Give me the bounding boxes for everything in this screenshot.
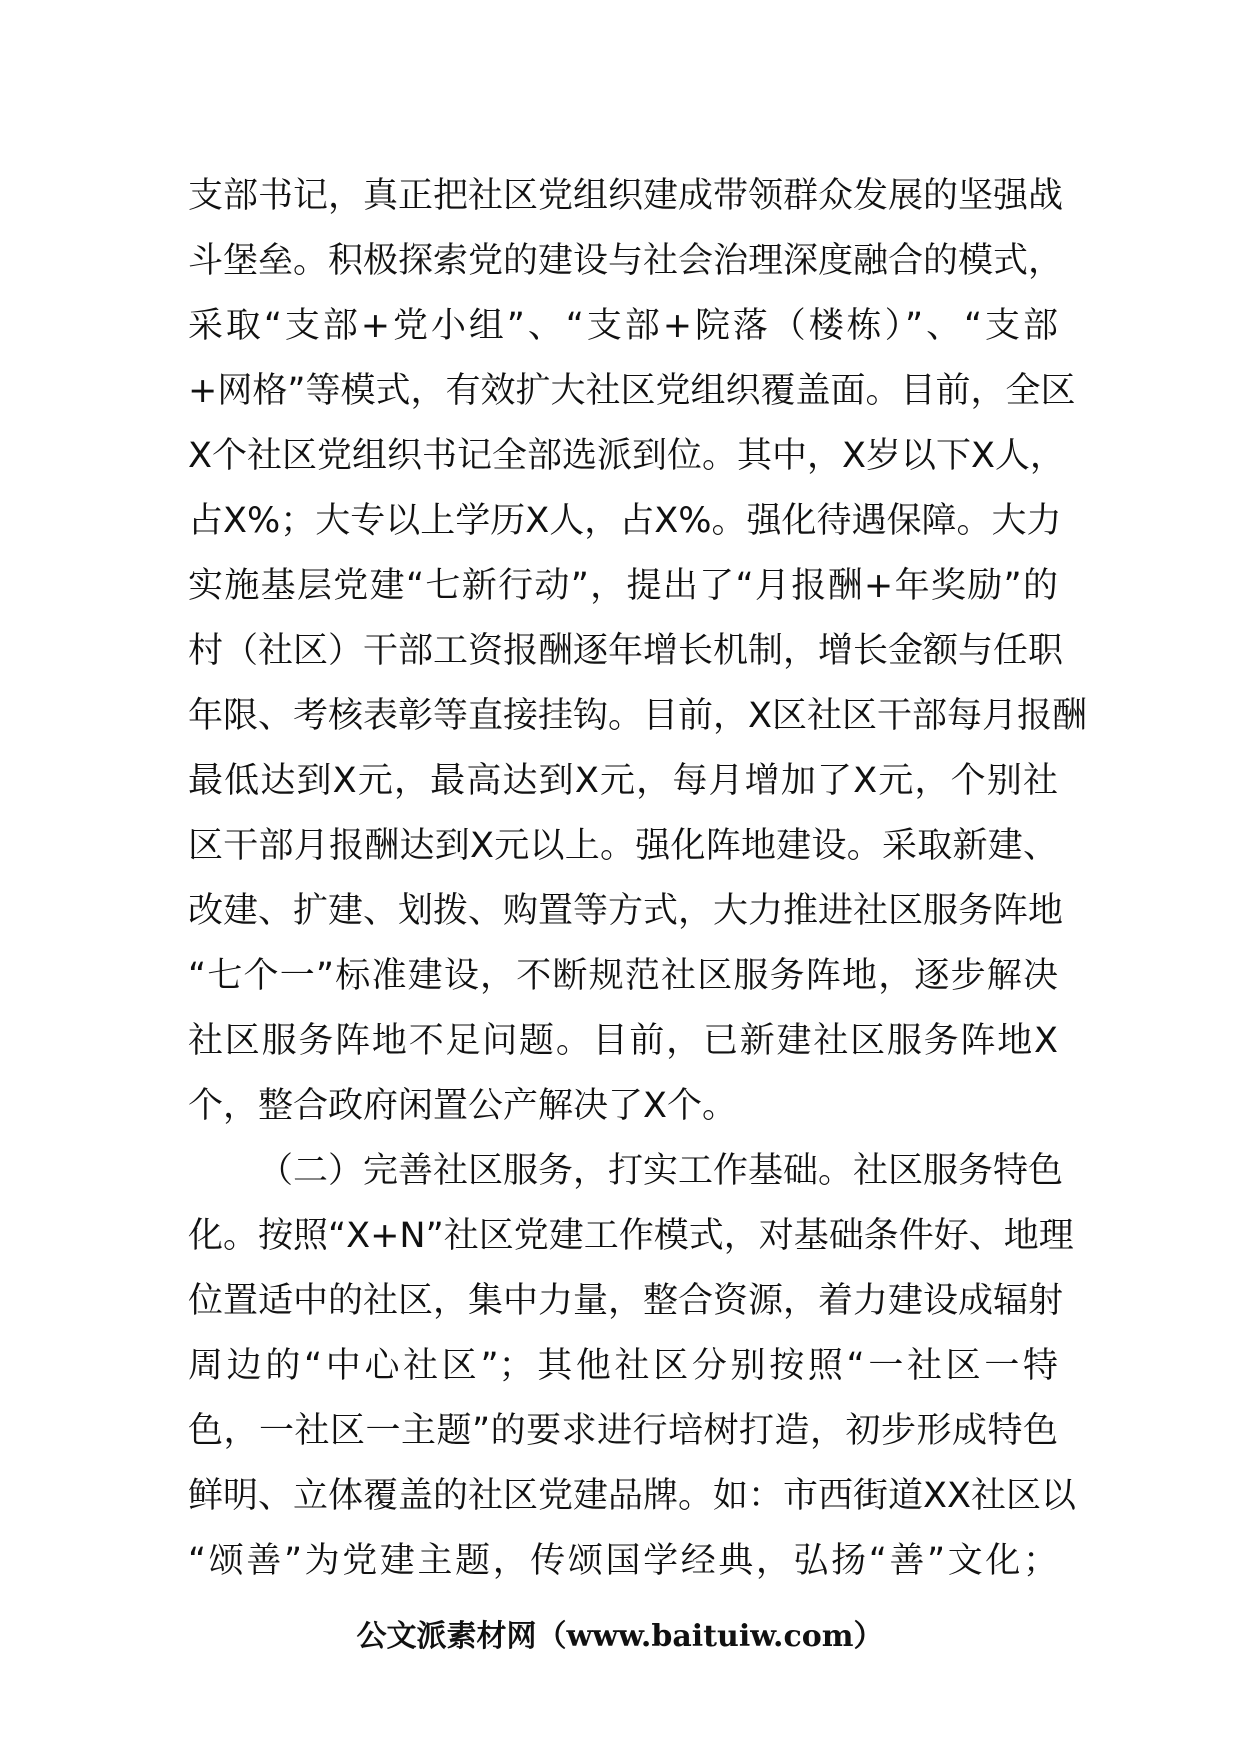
text-line: 年限、考核表彰等直接挂钩。目前，X区社区干部每月报酬	[188, 696, 1087, 736]
section-heading-line: （二）完善社区服务，打实工作基础。社区服务特色	[258, 1151, 1064, 1191]
text-line: 位置适中的社区，集中力量，整合资源，着力建设成辐射	[188, 1281, 1064, 1321]
text-line: 化。按照“X+N”社区党建工作模式，对基础条件好、地理	[188, 1216, 1074, 1256]
text-line: 鲜明、立体覆盖的社区党建品牌。如：市西街道XX社区以	[188, 1476, 1076, 1516]
text-line: 采取“支部+党小组”、“支部+院落（楼栋）”、“支部	[188, 306, 1058, 346]
text-line: 村（社区）干部工资报酬逐年增长机制，增长金额与任职	[188, 631, 1064, 671]
footer-watermark: 公文派素材网（www.baituiw.com）	[356, 1619, 884, 1654]
text-line: 区干部月报酬达到X元以上。强化阵地建设。采取新建、	[188, 826, 1058, 866]
text-line: “七个一”标准建设，不断规范社区服务阵地，逐步解决	[188, 956, 1058, 996]
text-line: X个社区党组织书记全部选派到位。其中，X岁以下X人，	[188, 436, 1065, 476]
text-line: 实施基层党建“七新行动”，提出了“月报酬+年奖励”的	[188, 566, 1058, 606]
text-line: 个，整合政府闲置公产解决了X个。	[188, 1086, 737, 1126]
text-line: 色，一社区一主题”的要求进行培树打造，初步形成特色	[188, 1411, 1058, 1451]
text-line: +网格”等模式，有效扩大社区党组织覆盖面。目前，全区	[188, 371, 1076, 411]
text-line: “颂善”为党建主题，传颂国学经典，弘扬“善”文化；	[188, 1541, 1058, 1581]
text-line: 周边的“中心社区”；其他社区分别按照“一社区一特	[188, 1346, 1058, 1386]
text-line: 占X%；大专以上学历X人，占X%。强化待遇保障。大力	[188, 501, 1062, 541]
text-line: 支部书记，真正把社区党组织建成带领群众发展的坚强战	[188, 176, 1064, 216]
text-line: 社区服务阵地不足问题。目前，已新建社区服务阵地X	[188, 1021, 1058, 1061]
text-line: 改建、扩建、划拨、购置等方式，大力推进社区服务阵地	[188, 891, 1064, 931]
text-line: 最低达到X元，最高达到X元，每月增加了X元，个别社	[188, 761, 1058, 801]
body-text	[188, 164, 1087, 1594]
text-line: 斗堡垒。积极探索党的建设与社会治理深度融合的模式，	[188, 241, 1064, 281]
